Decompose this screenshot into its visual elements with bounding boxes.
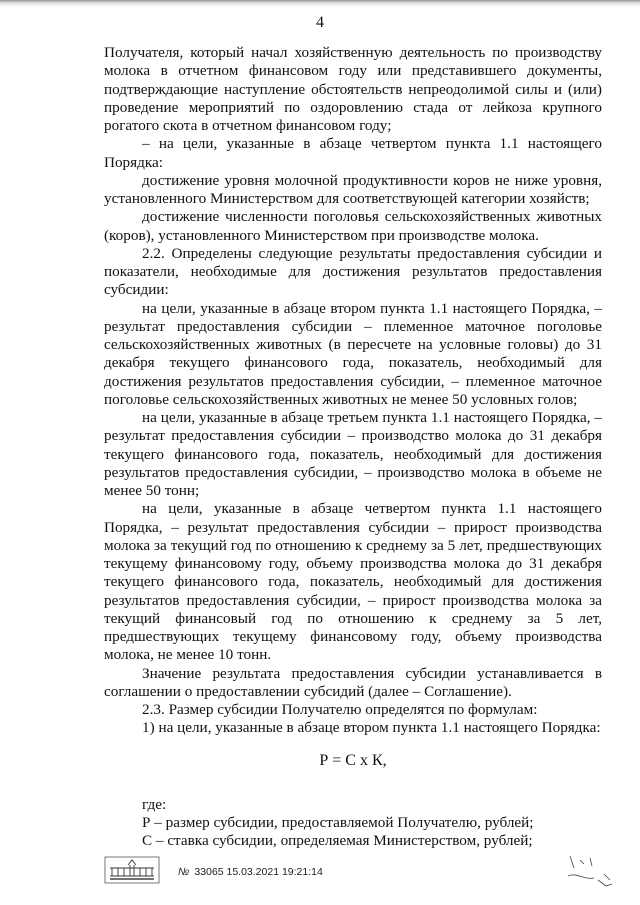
subsidy-formula: Р = С х К, bbox=[319, 751, 387, 769]
where-label: где: bbox=[142, 795, 167, 813]
paragraph-livestock-count: достижение численности поголовья сельскохозяйственных животных (коров), установленного Министерством при производстве молока. bbox=[104, 208, 602, 244]
paragraph-goal-second: на цели, указанные в абзаце втором пункта 1.1 настоящего Порядка, – результат предоставления субсидии – племенное маточное поголовье сельскохозяйственных животных (в пересчете на условные головы) до 31 декабря текущего финансового года, показатель, необходимый для достижения результатов предоставления субсидии, – племенное маточное поголовье сельскохозяйственных животных не менее 50 условных голов; bbox=[104, 299, 602, 408]
paragraph-continuation: Получателя, который начал хозяйственную деятельность по производству молока в отчетном финансовом году или представившего документы, подтверждающие наступление обстоятельств непреодолимой силы и (или) проведение мероприятий по оздоровлению стада от лейкоза крупного рогатого скота в отчетном финансовом году; bbox=[104, 44, 602, 134]
definition-c: С – ставка субсидии, определяемая Министерством, рублей; bbox=[142, 832, 533, 850]
paragraph-section-2-3: 2.3. Размер субсидии Получателю определятся по формулам: bbox=[142, 701, 538, 718]
number-sign: № bbox=[178, 866, 190, 878]
handwritten-mark-icon bbox=[560, 850, 620, 895]
page-number: 4 bbox=[316, 14, 324, 31]
paragraph-milk-productivity: достижение уровня молочной продуктивности коров не ниже уровня, установленного Министерством для соответствующей категории хозяйств; bbox=[104, 171, 602, 207]
paragraph-goal-fourth-result: на цели, указанные в абзаце четвертом пункта 1.1 настоящего Порядка, – результат предоставления субсидии – прирост производства молока за текущий год по отношению к среднему за 5 лет, предшествующих текущему финансовому году, объему производства молока до 31 декабря текущего финансового года, показатель, необходимый для достижения результатов предоставления субсидии, – прирост производства молока за текущий финансовый год по отношению к среднему за 5 лет, предшествующих текущему финансовому году, объему производства молока, не менее 10 тонн. bbox=[104, 500, 602, 664]
paragraph-formula-intro: 1) на цели, указанные в абзаце втором пункта 1.1 настоящего Порядка: bbox=[142, 719, 601, 737]
building-stamp-icon bbox=[104, 856, 160, 884]
paragraph-goal-third: на цели, указанные в абзаце третьем пункта 1.1 настоящего Порядка, – результат предоставления субсидии – производство молока до 31 декабря текущего финансового года, показатель, необходимый для достижения результатов предоставления субсидии, – производство молока в объеме не менее 50 тонн; bbox=[104, 409, 602, 499]
paragraph-section-2-2: 2.2. Определены следующие результаты предоставления субсидии и показатели, необходимые для достижения результатов предоставления субсидии: bbox=[104, 244, 602, 299]
paragraph-result-value: Значение результата предоставления субсидии устанавливается в соглашении о предоставлении субсидий (далее – Соглашение). bbox=[104, 664, 602, 700]
registration-stamp: 33065 15.03.2021 19:21:14 bbox=[194, 866, 323, 878]
footer-registration bbox=[178, 866, 323, 878]
scan-top-edge bbox=[0, 0, 640, 10]
definition-p: Р – размер субсидии, предоставляемой Получателю, рублей; bbox=[142, 814, 534, 831]
paragraph-goal-fourth: – на цели, указанные в абзаце четвертом пункта 1.1 настоящего Порядка: bbox=[104, 135, 602, 171]
document-body bbox=[104, 44, 602, 851]
